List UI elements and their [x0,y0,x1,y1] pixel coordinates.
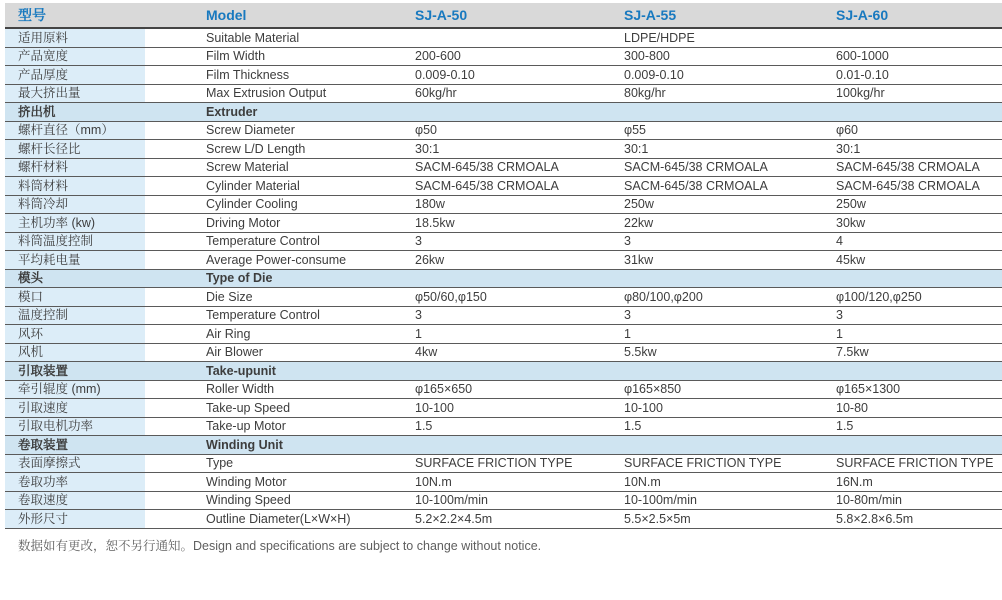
value-sj-a-50: SURFACE FRICTION TYPE [415,456,573,470]
value-sj-a-50: φ50 [415,123,438,137]
column-gap [145,48,206,66]
value-sj-a-55: SACM-645/38 CRMOALA [624,160,768,174]
value-sj-a-50: 0.009-0.10 [415,67,475,82]
value-sj-a-55: LDPE/HDPE [624,30,695,45]
row-label-cn: 风环 [5,325,145,343]
header-model-en: Model [206,8,247,22]
value-sj-a-50: φ165×650 [415,382,473,396]
column-gap [145,362,206,380]
row-label-cn: 最大挤出量 [5,85,145,103]
value-sj-a-60: 600-1000 [836,49,889,63]
value-sj-a-60: 16N.m [836,474,873,489]
row-label-en: Temperature Control [206,308,320,322]
value-sj-a-55: 300-800 [624,49,670,63]
header-model-sj-a-60: SJ-A-60 [836,8,889,22]
value-sj-a-60: 30kw [836,215,866,230]
value-sj-a-60 [836,103,1002,121]
column-gap [145,510,206,528]
value-sj-a-60: 1.5 [836,419,854,433]
value-sj-a-55: 5.5kw [624,345,657,359]
value-sj-a-60 [836,270,1002,288]
value-sj-a-55: 22kw [624,215,654,230]
row-label-cn: 引取电机功率 [5,418,145,436]
value-sj-a-60: SURFACE FRICTION TYPE [836,456,994,470]
value-sj-a-60: 10-80 [836,400,868,415]
row-label-en: Temperature Control [206,234,320,248]
value-sj-a-60: SACM-645/38 CRMOALA [836,178,980,193]
header-model-cn: 型号 [18,8,46,22]
value-sj-a-50: 3 [415,234,422,248]
column-gap [145,270,206,288]
row-label-cn: 引取速度 [5,399,145,417]
column-gap [145,103,206,121]
row-label-cn: 产品宽度 [5,48,145,66]
value-sj-a-50: 18.5kw [415,215,455,230]
row-label-en: Winding Unit [206,437,283,452]
value-sj-a-60: 0.01-0.10 [836,67,889,82]
value-sj-a-55 [624,436,836,454]
value-sj-a-55: 1.5 [624,419,642,433]
value-sj-a-50: φ50/60,φ150 [415,289,487,304]
row-label-en: Air Blower [206,345,263,359]
row-label-en: Outline Diameter(L×W×H) [206,511,351,526]
table-row [5,196,1002,215]
header-model-sj-a-50: SJ-A-50 [415,8,468,22]
value-sj-a-55 [624,362,836,380]
column-gap [145,492,206,510]
value-sj-a-55: φ55 [624,123,647,137]
table-row [5,455,1002,474]
row-label-cn: 主机功率 (kw) [5,214,145,232]
table-header-row [5,3,1002,29]
table-row [5,66,1002,85]
column-gap [145,344,206,362]
table-row [5,492,1002,511]
row-label-cn: 温度控制 [5,307,145,325]
value-sj-a-55: 250w [624,197,654,211]
row-label-cn: 螺杆长径比 [5,140,145,158]
table-row [5,288,1002,307]
value-sj-a-50 [415,436,624,454]
column-gap [145,436,206,454]
row-label-en: Die Size [206,289,253,304]
row-label-cn: 模头 [18,271,44,285]
value-sj-a-50: 10N.m [415,474,452,489]
value-sj-a-60: φ100/120,φ250 [836,289,922,304]
table-row [5,140,1002,159]
column-gap [145,66,206,84]
column-gap [145,399,206,417]
value-sj-a-55: 31kw [624,252,654,267]
column-gap [145,307,206,325]
column-gap [145,159,206,177]
section-row [5,436,1002,455]
column-gap [145,29,206,47]
value-sj-a-55 [624,103,836,121]
row-label-en: Air Ring [206,326,251,341]
value-sj-a-60 [836,362,1002,380]
value-sj-a-60 [836,29,1002,47]
value-sj-a-60: 250w [836,197,866,211]
table-row [5,399,1002,418]
value-sj-a-55: SACM-645/38 CRMOALA [624,178,768,193]
row-label-cn: 卷取装置 [18,437,69,452]
header-model-sj-a-55: SJ-A-55 [624,8,677,22]
row-label-en: Winding Speed [206,493,291,507]
row-label-cn: 外形尺寸 [5,510,145,528]
row-label-cn: 螺杆材料 [5,159,145,177]
value-sj-a-50: 180w [415,197,445,211]
value-sj-a-60: 5.8×2.8×6.5m [836,511,914,526]
row-label-en: Extruder [206,104,258,119]
value-sj-a-50: 5.2×2.2×4.5m [415,511,493,526]
value-sj-a-50: 200-600 [415,49,461,63]
column-gap [145,325,206,343]
value-sj-a-50: 60kg/hr [415,86,457,100]
column-gap [145,122,206,140]
value-sj-a-50: 1.5 [415,419,433,433]
column-gap [145,251,206,269]
row-label-en: Driving Motor [206,215,281,230]
value-sj-a-60: φ165×1300 [836,382,901,396]
value-sj-a-55: 3 [624,234,631,248]
column-gap [145,473,206,491]
column-gap [145,418,206,436]
table-row [5,122,1002,141]
value-sj-a-50: 1 [415,326,422,341]
value-sj-a-60: 45kw [836,252,866,267]
value-sj-a-50: 10-100m/min [415,493,488,507]
row-label-cn: 料筒材料 [5,177,145,195]
value-sj-a-60: 30:1 [836,141,861,156]
table-row [5,473,1002,492]
value-sj-a-55: 3 [624,308,631,322]
row-label-cn: 产品厚度 [5,66,145,84]
table-row [5,251,1002,270]
row-label-cn: 料筒冷却 [5,196,145,214]
value-sj-a-50: 4kw [415,345,438,359]
table-body [5,29,1002,529]
column-gap [145,140,206,158]
row-label-en: Screw Material [206,160,289,174]
value-sj-a-55: 10-100m/min [624,493,697,507]
row-label-en: Take-up Speed [206,400,291,415]
row-label-en: Type of Die [206,271,273,285]
row-label-en: Max Extrusion Output [206,86,327,100]
row-label-cn: 挤出机 [18,104,56,119]
table-row [5,214,1002,233]
column-gap [145,214,206,232]
section-row [5,103,1002,122]
row-label-cn: 模口 [5,288,145,306]
row-label-en: Roller Width [206,382,275,396]
section-row [5,362,1002,381]
value-sj-a-50: 10-100 [415,400,454,415]
table-row [5,85,1002,104]
table-row [5,233,1002,252]
value-sj-a-55: 5.5×2.5×5m [624,511,691,526]
column-gap [145,85,206,103]
section-row [5,270,1002,289]
table-row [5,510,1002,529]
value-sj-a-55: 10N.m [624,474,661,489]
disclaimer-note: 数据如有更改，恕不另行通知。Design and specifications are subject to change without notice. [18,539,542,553]
table-row [5,48,1002,67]
value-sj-a-60 [836,436,1002,454]
value-sj-a-60: 1 [836,326,843,341]
row-label-cn: 表面摩擦式 [5,455,145,473]
value-sj-a-55: 30:1 [624,141,649,156]
row-label-en: Type [206,456,234,470]
row-label-en: Screw Diameter [206,123,295,137]
value-sj-a-55: φ80/100,φ200 [624,289,703,304]
row-label-cn: 料筒温度控制 [5,233,145,251]
row-label-cn: 卷取功率 [5,473,145,491]
value-sj-a-60: SACM-645/38 CRMOALA [836,160,980,174]
table-row [5,159,1002,178]
row-label-en: Film Thickness [206,67,290,82]
value-sj-a-50 [415,270,624,288]
value-sj-a-50: 3 [415,308,422,322]
row-label-cn: 螺杆直径（mm） [5,122,145,140]
row-label-en: Cylinder Cooling [206,197,298,211]
row-label-en: Suitable Material [206,30,300,45]
value-sj-a-55: φ165×850 [624,382,682,396]
value-sj-a-50: 30:1 [415,141,440,156]
row-label-cn: 风机 [5,344,145,362]
row-label-cn: 卷取速度 [5,492,145,510]
value-sj-a-55: SURFACE FRICTION TYPE [624,456,782,470]
value-sj-a-60: φ60 [836,123,859,137]
table-row [5,325,1002,344]
value-sj-a-50: SACM-645/38 CRMOALA [415,178,559,193]
table-row [5,381,1002,400]
row-label-cn: 平均耗电量 [5,251,145,269]
value-sj-a-55: 10-100 [624,400,663,415]
row-label-en: Film Width [206,49,266,63]
value-sj-a-55 [624,270,836,288]
row-label-en: Screw L/D Length [206,141,306,156]
row-label-en: Cylinder Material [206,178,300,193]
column-gap [145,381,206,399]
value-sj-a-55: 0.009-0.10 [624,67,684,82]
value-sj-a-55: 1 [624,326,631,341]
table-row [5,29,1002,48]
table-row [5,307,1002,326]
value-sj-a-50: SACM-645/38 CRMOALA [415,160,559,174]
table-row [5,418,1002,437]
value-sj-a-50: 26kw [415,252,445,267]
row-label-en: Winding Motor [206,474,287,489]
row-label-cn: 适用原料 [5,29,145,47]
row-label-cn: 牵引辊度 (mm) [5,381,145,399]
table-row [5,344,1002,363]
value-sj-a-50 [415,103,624,121]
value-sj-a-60: 4 [836,234,843,248]
row-label-cn: 引取装置 [18,363,69,378]
value-sj-a-50 [415,29,624,47]
column-gap [145,233,206,251]
value-sj-a-60: 3 [836,308,843,322]
row-label-en: Average Power-consume [206,252,347,267]
value-sj-a-60: 100kg/hr [836,86,885,100]
value-sj-a-50 [415,362,624,380]
column-gap [145,455,206,473]
value-sj-a-60: 7.5kw [836,345,869,359]
column-gap [145,288,206,306]
value-sj-a-60: 10-80m/min [836,493,902,507]
row-label-en: Take-up Motor [206,419,286,433]
value-sj-a-55: 80kg/hr [624,86,666,100]
specification-table [5,3,1002,529]
column-gap [145,177,206,195]
table-row [5,177,1002,196]
row-label-en: Take-upunit [206,363,276,378]
column-gap [145,196,206,214]
